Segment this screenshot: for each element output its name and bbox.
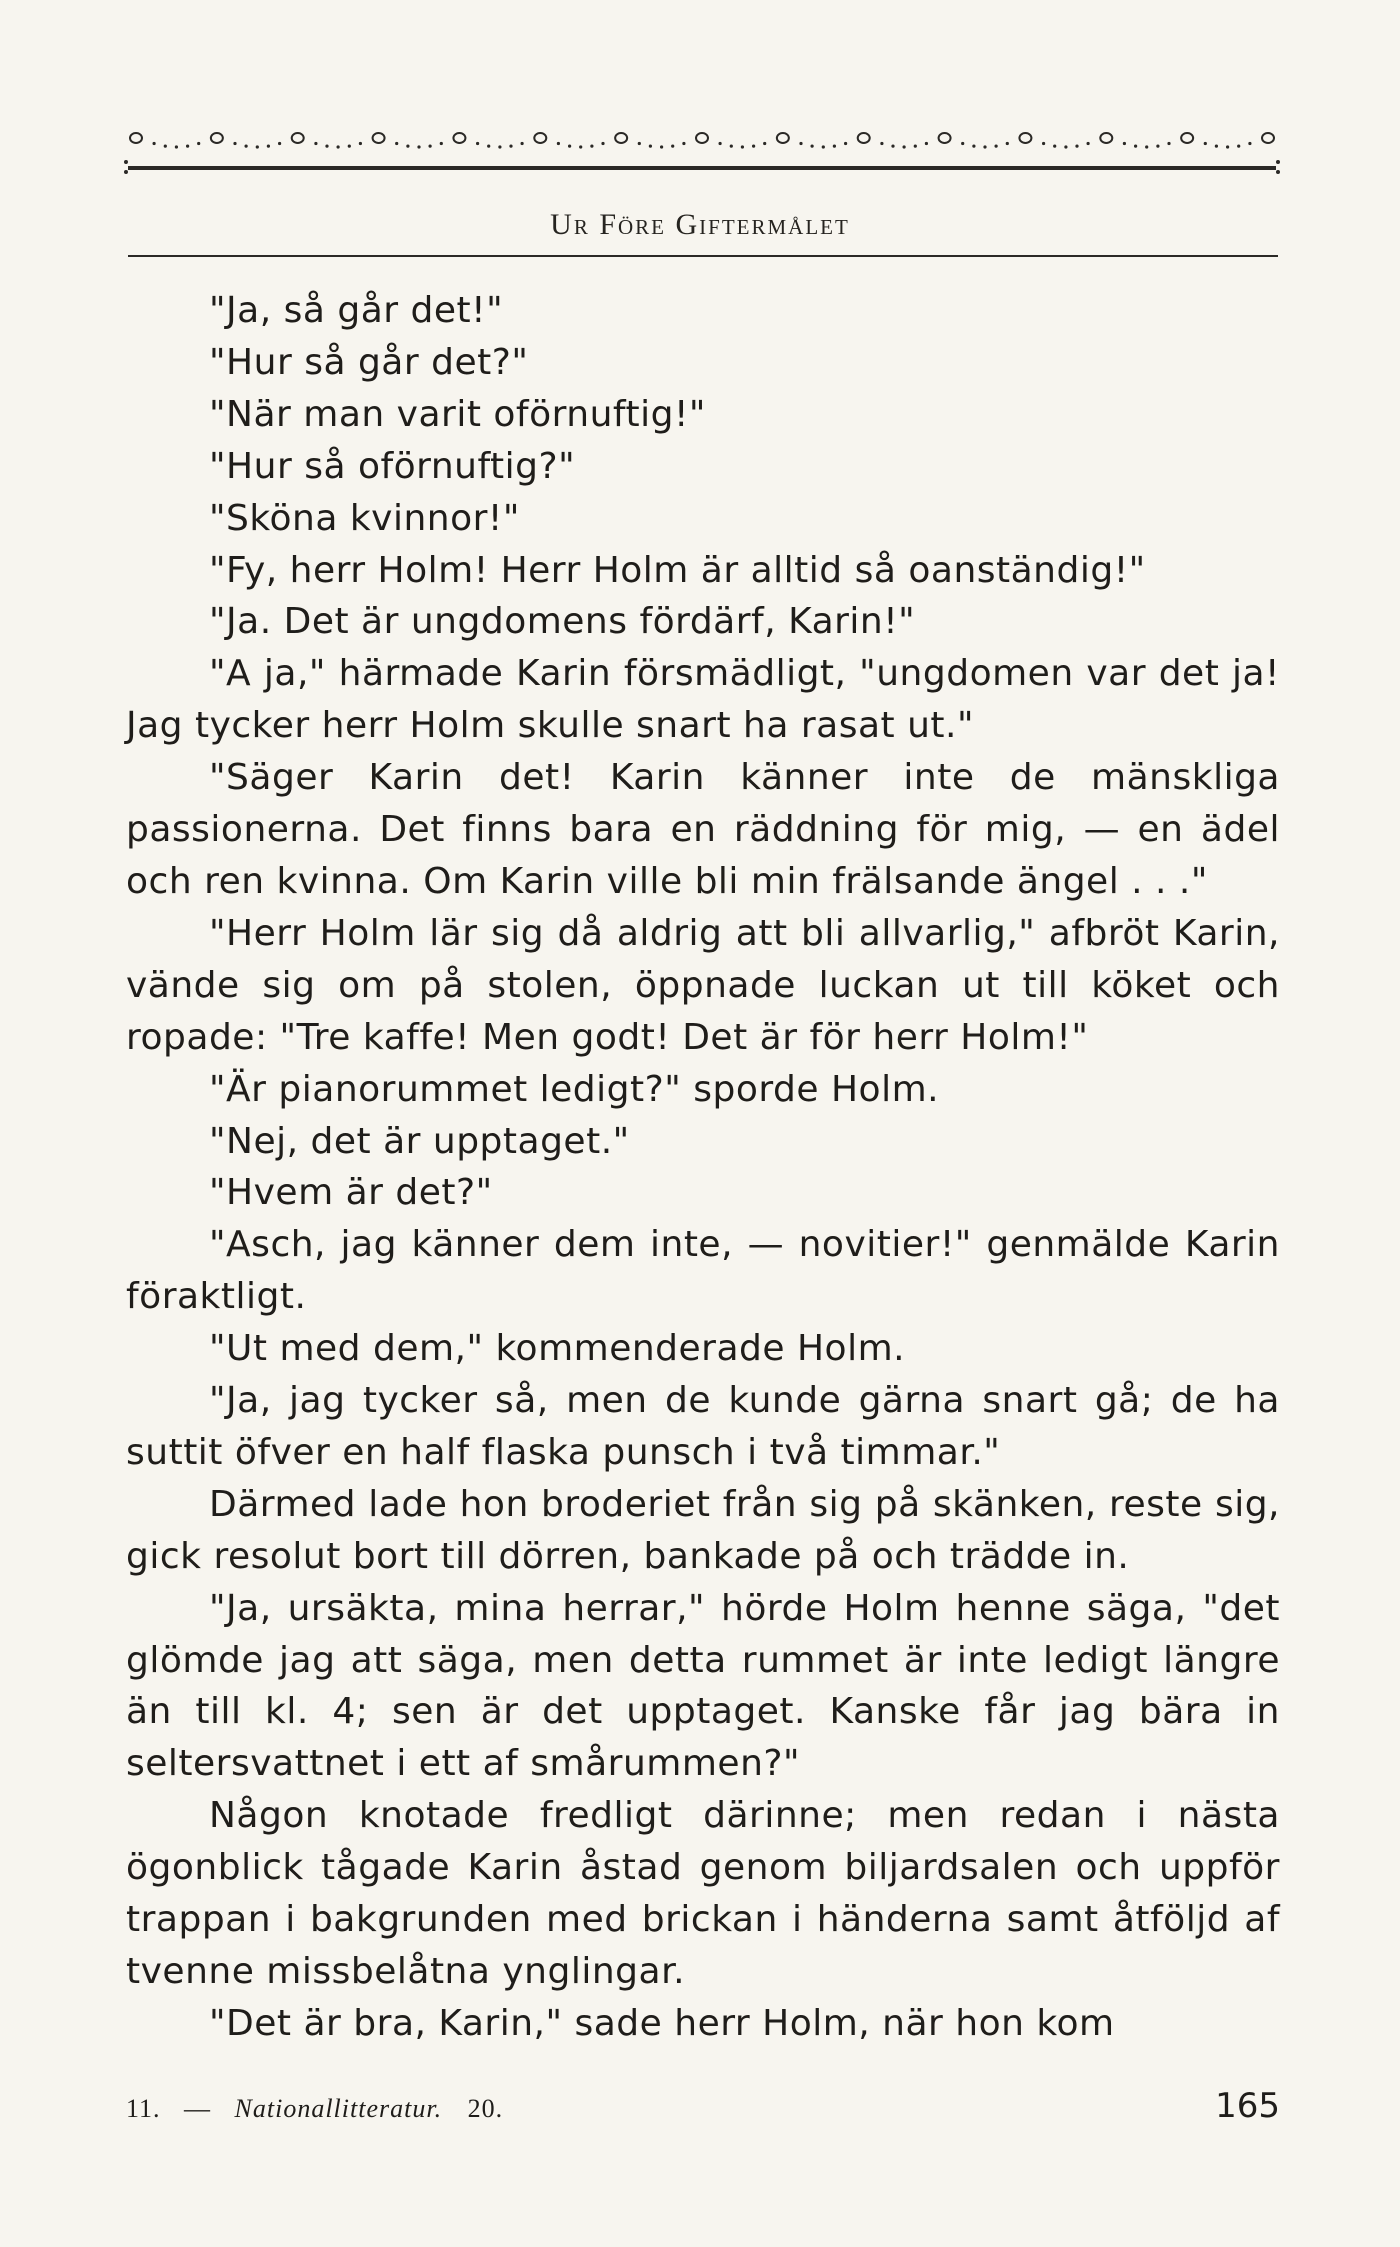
paragraph: "Är pianorummet ledigt?" sporde Holm. xyxy=(209,1068,940,1110)
ornament-dot xyxy=(325,145,328,148)
paragraph: "Hvem är det?" xyxy=(209,1172,493,1214)
ornament-dot xyxy=(844,142,847,145)
paragraph: "Hur så oförnuftig?" xyxy=(209,445,576,487)
ornament-ring xyxy=(1181,133,1193,143)
ornament-ring xyxy=(373,133,385,143)
ornament-dot xyxy=(730,145,733,148)
ornament-dot xyxy=(440,142,443,145)
ornament-dot xyxy=(509,145,512,148)
paragraph: "A ja," härmade Karin försmädligt, "ungdomen var det ja! Jag tycker herr Holm skulle snart ha rasat ut." xyxy=(126,653,1280,747)
ornament-corner-dot xyxy=(1276,160,1280,164)
ornament-dot xyxy=(880,142,883,145)
ornament-dot xyxy=(521,142,524,145)
ornament-dot xyxy=(682,142,685,145)
ornament-dot xyxy=(406,145,409,148)
ornament-dot xyxy=(590,145,593,148)
ornament-ring xyxy=(1100,133,1112,143)
ornament-dot xyxy=(197,142,200,145)
ornament-dot xyxy=(337,145,340,148)
ornament-dot xyxy=(487,145,490,148)
ornament-corner-dot xyxy=(124,170,128,174)
ornament-dot xyxy=(1134,145,1137,148)
ornament-dot xyxy=(1204,142,1207,145)
ornament-dot xyxy=(348,145,351,148)
ornament-dot xyxy=(1064,145,1067,148)
ornament-dot xyxy=(1167,142,1170,145)
ornament-dot xyxy=(995,145,998,148)
ornament-dot xyxy=(476,142,479,145)
ornament-dot xyxy=(498,145,501,148)
paragraph: "Ja, jag tycker så, men de kunde gärna snart gå; de ha suttit öfver en half flaska punsch i två timmar." xyxy=(126,1380,1280,1473)
paragraph: "När man varit oförnuftig!" xyxy=(209,393,706,435)
signature-number: 11. xyxy=(126,2094,161,2123)
ornament-dot xyxy=(833,145,836,148)
paragraph: Någon knotade fredligt därinne; men redan i nästa ögonblick tågade Karin åstad genom biljardsalen och uppför trappan i bakgrunden med brickan i händerna samt åtföljd af tvenne missbelåtna ynglingar. xyxy=(126,1795,1280,1992)
ornament-dot xyxy=(811,145,814,148)
ornament-dot xyxy=(719,142,722,145)
ornament-dot xyxy=(649,145,652,148)
paragraph: "Ja, så går det!" xyxy=(209,290,504,331)
ornament-ring xyxy=(211,133,223,143)
ornament-dot xyxy=(1248,142,1251,145)
header-ornament xyxy=(122,122,1282,178)
ornament-dot xyxy=(278,142,281,145)
ornament-dot xyxy=(925,142,928,145)
ornament-dot xyxy=(1006,142,1009,145)
ornament-rule xyxy=(128,166,1276,170)
paragraph: "Sköna kvinnor!" xyxy=(209,497,520,539)
ornament-ring xyxy=(615,133,627,143)
ornament-dot xyxy=(799,142,802,145)
paragraph: "Ja. Det är ungdomens fördärf, Karin!" xyxy=(209,601,916,643)
ornament-dot xyxy=(153,142,156,145)
paragraph: "Det är bra, Karin," sade herr Holm, när hon kom xyxy=(209,2002,1115,2044)
ornament-dot xyxy=(186,145,189,148)
page-number: 165 xyxy=(1215,2086,1280,2126)
ornament-dot xyxy=(1053,145,1056,148)
ornament-ring xyxy=(1019,133,1031,143)
ornament-dot xyxy=(972,145,975,148)
ornament-dot xyxy=(741,145,744,148)
ornament-ring xyxy=(777,133,789,143)
ornament-dot xyxy=(660,145,663,148)
ornament-dot xyxy=(557,142,560,145)
signature-dash: — xyxy=(184,2094,212,2123)
paragraph: "Ja, ursäkta, mina herrar," hörde Holm henne säga, "det glömde jag att säga, men detta rummet är inte ledigt längre än till kl. 4; sen är det upptaget. Kanske får jag bära in seltersvattnet i ett af smårummen?" xyxy=(126,1587,1280,1785)
running-head: Ur Före Giftermålet xyxy=(550,208,850,241)
ornament-dot xyxy=(1237,145,1240,148)
ornament-dot xyxy=(763,142,766,145)
ornament-dot xyxy=(164,145,167,148)
ornament-dot xyxy=(233,142,236,145)
ornament-dot xyxy=(417,145,420,148)
printer-signature xyxy=(126,2094,503,2124)
ornament-ring xyxy=(130,133,142,143)
signature-volume: 20. xyxy=(467,2094,504,2123)
ornament-dot xyxy=(1145,145,1148,148)
ornament-dot xyxy=(903,145,906,148)
paragraph: "Nej, det är upptaget." xyxy=(209,1120,630,1162)
paragraph: Därmed lade hon broderiet från sig på skänken, reste sig, gick resolut bort till dörren, bankade på och trädde in. xyxy=(126,1483,1280,1577)
ornament-ring xyxy=(1262,133,1274,143)
ornament-ring xyxy=(858,133,870,143)
ornament-dot xyxy=(568,145,571,148)
paragraph: "Säger Karin det! Karin känner inte de mänskliga passionerna. Det finns bara en räddning för mig, — en ädel och ren kvinna. Om Karin ville bli min frälsande ängel . . ." xyxy=(126,757,1280,902)
ornament-dot xyxy=(1075,145,1078,148)
ornament-dot xyxy=(1226,145,1229,148)
ornament-dot xyxy=(983,145,986,148)
ornament-dot xyxy=(1215,145,1218,148)
ornament-dot xyxy=(601,142,604,145)
ornament-ring xyxy=(534,133,546,143)
ornament-ring xyxy=(939,133,951,143)
ornament-dot xyxy=(638,142,641,145)
ornament-dot xyxy=(961,142,964,145)
ornament-dot xyxy=(1156,145,1159,148)
ornament-dot xyxy=(256,145,259,148)
ornament-dot xyxy=(914,145,917,148)
paragraph: "Fy, herr Holm! Herr Holm är alltid så oanständig!" xyxy=(209,549,1146,591)
ornament-dot xyxy=(175,145,178,148)
ornament-dot xyxy=(1042,142,1045,145)
ornament-dot xyxy=(891,145,894,148)
body-text xyxy=(126,285,1280,2050)
head-rule xyxy=(128,255,1278,257)
ornament-dot xyxy=(395,142,398,145)
ornament-ring xyxy=(453,133,465,143)
ornament-dot xyxy=(1123,142,1126,145)
ornament-corner-dot xyxy=(124,160,128,164)
ornament-dot xyxy=(1087,142,1090,145)
ornament-dot xyxy=(429,145,432,148)
ornament-corner-dot xyxy=(1276,170,1280,174)
paragraph: "Herr Holm lär sig då aldrig att bli allvarlig," afbröt Karin, vände sig om på stolen, öppnade luckan ut till köket och ropade: "Tre kaffe! Men godt! Det är för herr Holm!" xyxy=(126,912,1280,1058)
ornament-dot xyxy=(579,145,582,148)
ornament-dot xyxy=(671,145,674,148)
ornament-dot xyxy=(822,145,825,148)
ornament-ring xyxy=(292,133,304,143)
paragraph: "Ut med dem," kommenderade Holm. xyxy=(209,1328,906,1370)
paragraph: "Hur så går det?" xyxy=(209,341,529,383)
ornament-dot xyxy=(245,145,248,148)
signature-title: Nationallitteratur. xyxy=(234,2094,443,2123)
page-footer xyxy=(126,2086,1280,2126)
ornament-dot xyxy=(752,145,755,148)
paragraph: "Asch, jag känner dem inte, — novitier!" genmälde Karin föraktligt. xyxy=(126,1224,1280,1318)
ornament-ring xyxy=(696,133,708,143)
ornament-dot xyxy=(267,145,270,148)
ornament-dot xyxy=(359,142,362,145)
ornament-dot xyxy=(314,142,317,145)
